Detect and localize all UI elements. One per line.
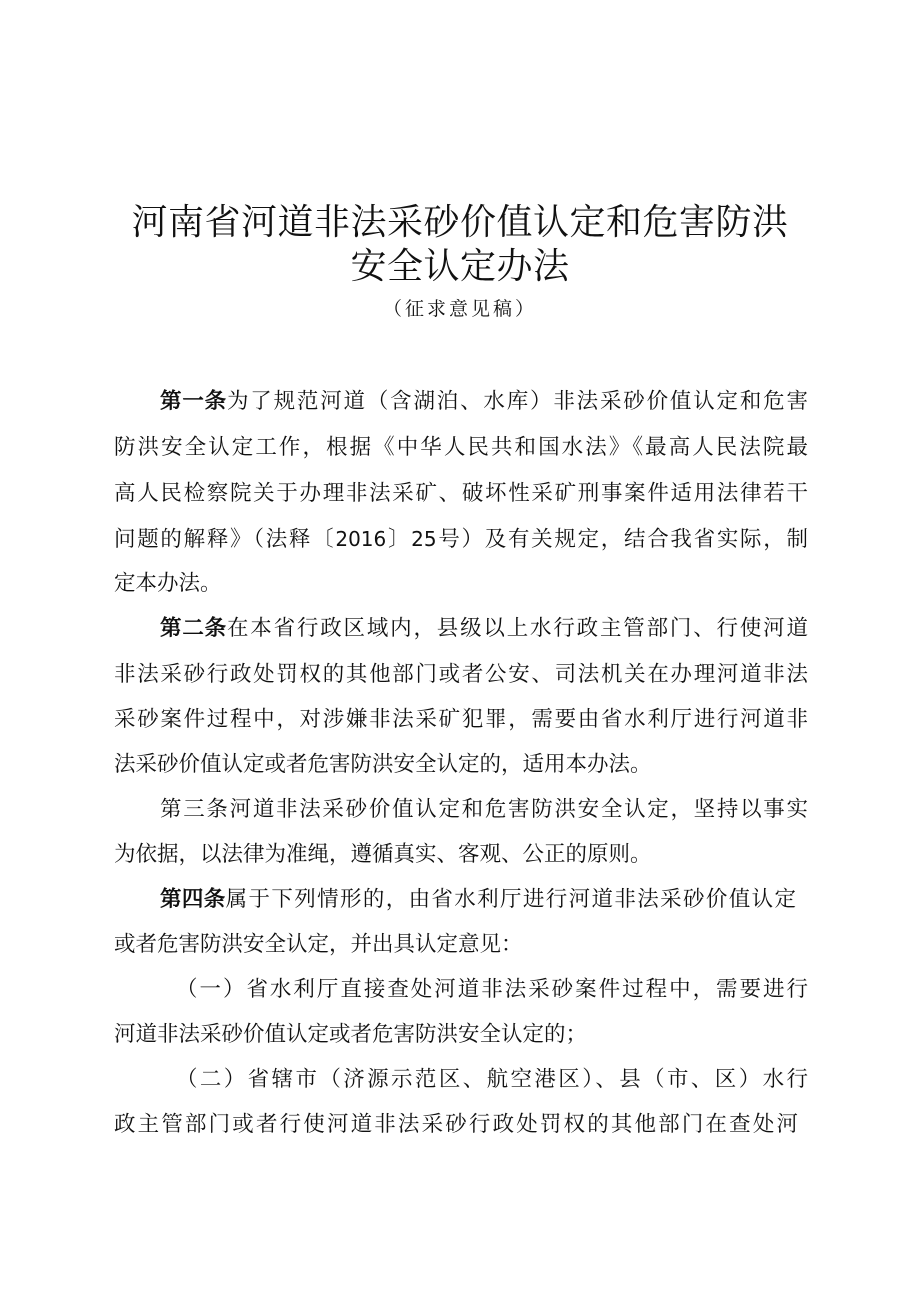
article-4-line-2: 或者危害防洪安全认定，并出具认定意见：: [114, 932, 523, 957]
article-4-lead: 第四条: [160, 887, 226, 912]
item-2-line-2: 政主管部门或者行使河道非法采砂行政处罚权的其他部门在查处河: [114, 1112, 798, 1137]
document-title-line-1: 河南省河道非法采砂价值认定和危害防洪: [131, 202, 789, 243]
decree-number: 25: [411, 527, 437, 551]
article-2-lead: 第二条: [160, 616, 227, 641]
article-2-line-3: 采砂案件过程中，对涉嫌非法采矿犯罪，需要由省水利厅进行河道非: [114, 707, 808, 732]
article-1-line-2: 防洪安全认定工作，根据《中华人民共和国水法》《最高人民法院最: [114, 435, 808, 460]
document-title-line-2: 安全认定办法: [350, 246, 570, 287]
article-3-line-1: 第三条河道非法采砂价值认定和危害防洪安全认定，坚持以事实: [160, 797, 808, 822]
article-2-line-1: 第二条在本省行政区域内，县级以上水行政主管部门、行使河道: [160, 616, 808, 641]
article-2-line-4: 法采砂价值认定或者危害防洪安全认定的，适用本办法。: [114, 752, 652, 777]
article-4-line-1: 第四条属于下列情形的，由省水利厅进行河道非法采砂价值认定: [160, 887, 796, 912]
item-2-line-1: （二）省辖市（济源示范区、航空港区）、县（市、区）水行: [176, 1067, 808, 1092]
article-1-lead: 第一条: [160, 389, 227, 414]
item-1-line-1: （一）省水利厅直接查处河道非法采砂案件过程中，需要进行: [176, 977, 808, 1002]
article-3-line-2: 为依据，以法律为准绳，遵循真实、客观、公正的原则。: [114, 842, 652, 867]
decree-year: 2016: [335, 527, 387, 551]
article-1-line-5: 定本办法。: [114, 571, 222, 596]
document-subtitle: （征求意见稿）: [382, 298, 537, 320]
article-1-line-1: 第一条为了规范河道（含湖泊、水库）非法采砂价值认定和危害: [160, 389, 808, 414]
article-1-line-3: 高人民检察院关于办理非法采矿、破坏性采矿刑事案件适用法律若干: [114, 481, 808, 506]
item-1-line-2: 河道非法采砂价值认定或者危害防洪安全认定的；: [114, 1022, 588, 1047]
article-1-line-4: 问题的解释》（法释〔2016〕25号）及有关规定，结合我省实际，制: [114, 527, 808, 552]
article-2-line-2: 非法采砂行政处罚权的其他部门或者公安、司法机关在办理河道非法: [114, 662, 808, 687]
